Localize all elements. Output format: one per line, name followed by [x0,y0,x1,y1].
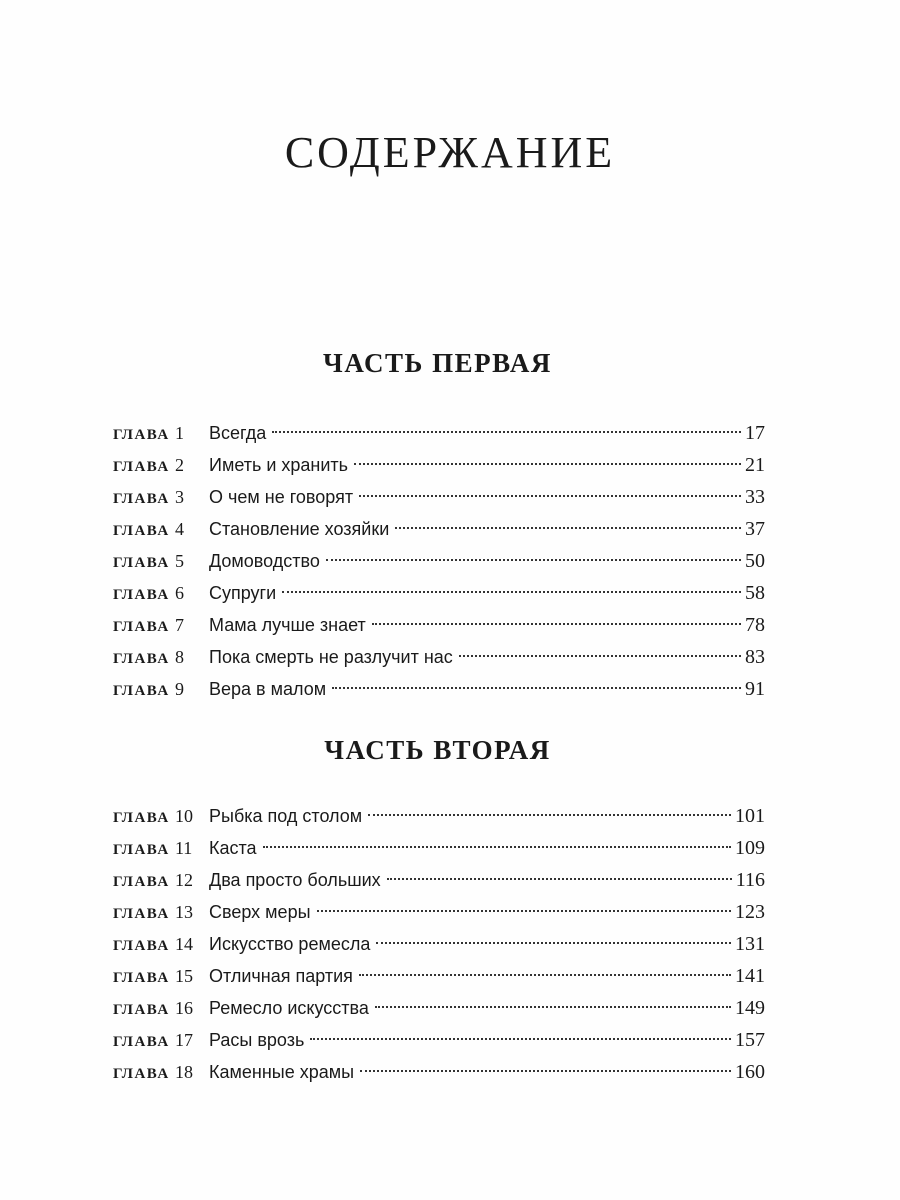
chapter-label: ГЛАВА 13 [113,902,193,922]
toc-list-part-first [113,417,765,705]
chapter-title: Ремесло искусства [209,998,369,1018]
toc-entry[interactable] [113,864,765,896]
toc-entry[interactable] [113,609,765,641]
chapter-title: Рыбка под столом [209,806,363,826]
chapter-title: Каменные храмы [209,1062,355,1082]
dot-leader [376,942,731,944]
dot-leader [310,1038,731,1040]
page-number: 58 [745,582,765,604]
part-heading-second: ЧАСТЬ ВТОРАЯ [324,735,551,765]
page-number: 109 [735,837,765,859]
chapter-number: 1 [174,423,184,443]
toc-entry[interactable] [113,896,765,928]
dot-leader [326,559,741,561]
chapter-title: Отличная партия [209,966,353,986]
chapter-number: 7 [174,615,184,635]
chapter-title: Каста [209,838,257,858]
chapter-number: 16 [174,998,193,1018]
chapter-label: ГЛАВА 1 [113,423,184,443]
toc-entry[interactable] [113,673,765,705]
dot-leader [375,1006,731,1008]
chapter-label: ГЛАВА 4 [113,519,184,539]
chapter-title: Пока смерть не разлучит нас [209,647,453,667]
toc-list-part-second [113,800,765,1088]
page-number: 37 [745,518,765,540]
dot-leader [282,591,741,593]
chapter-label: ГЛАВА 15 [113,966,193,986]
part-heading-first: ЧАСТЬ ПЕРВАЯ [323,348,552,378]
chapter-number: 4 [174,519,184,539]
dot-leader [359,974,731,976]
toc-entry[interactable] [113,992,765,1024]
page-number: 21 [745,454,765,476]
dot-leader [459,655,741,657]
toc-entry[interactable] [113,481,765,513]
chapter-label: ГЛАВА 7 [113,615,184,635]
page-number: 83 [745,646,765,668]
toc-entry[interactable] [113,417,765,449]
page-number: 17 [745,422,765,444]
dot-leader [354,463,741,465]
chapter-title: Мама лучше знает [209,615,366,635]
chapter-number: 17 [174,1030,193,1050]
chapter-number: 11 [174,838,193,858]
chapter-label: ГЛАВА 10 [113,806,193,826]
toc-entry[interactable] [113,1024,765,1056]
chapter-number: 2 [174,455,184,475]
chapter-number: 5 [174,551,184,571]
dot-leader [272,431,741,433]
page-number: 91 [745,678,765,700]
chapter-label: ГЛАВА 16 [113,998,193,1018]
chapter-label: ГЛАВА 17 [113,1030,193,1050]
chapter-number: 15 [174,966,193,986]
chapter-label: ГЛАВА 9 [113,679,184,699]
page-number: 131 [735,933,765,955]
chapter-label: ГЛАВА 3 [113,487,184,507]
chapter-number: 9 [174,679,184,699]
chapter-title: Вера в малом [209,679,327,699]
dot-leader [395,527,741,529]
chapter-title: Сверх меры [209,902,311,922]
chapter-number: 6 [174,583,184,603]
dot-leader [387,878,732,880]
toc-entry[interactable] [113,928,765,960]
page-number: 33 [745,486,765,508]
chapter-number: 3 [174,487,184,507]
chapter-title: Два просто больших [209,870,381,890]
toc-entry[interactable] [113,577,765,609]
chapter-label: ГЛАВА 11 [113,838,193,858]
page-number: 50 [745,550,765,572]
chapter-number: 13 [174,902,193,922]
chapter-number: 18 [174,1062,193,1082]
chapter-title: Искусство ремесла [209,934,371,954]
page-number: 78 [745,614,765,636]
chapter-title: О чем не говорят [209,487,354,507]
dot-leader [368,814,731,816]
chapter-label: ГЛАВА 2 [113,455,184,475]
toc-entry[interactable] [113,832,765,864]
chapter-title: Иметь и хранить [209,455,349,475]
chapter-number: 10 [174,806,193,826]
page-number: 160 [735,1061,765,1083]
chapter-label: ГЛАВА 12 [113,870,193,890]
chapter-title: Домоводство [209,551,320,571]
toc-entry[interactable] [113,800,765,832]
page-number: 116 [735,869,765,891]
chapter-number: 14 [174,934,193,954]
toc-entry[interactable] [113,641,765,673]
toc-entry[interactable] [113,545,765,577]
chapter-label: ГЛАВА 6 [113,583,184,603]
chapter-title: Становление хозяйки [209,519,390,539]
toc-entry[interactable] [113,449,765,481]
dot-leader [332,687,741,689]
chapter-number: 8 [174,647,184,667]
chapter-title: Расы врозь [209,1030,305,1050]
chapter-title: Супруги [209,583,277,603]
chapter-label: ГЛАВА 14 [113,934,193,954]
dot-leader [317,910,731,912]
toc-entry[interactable] [113,513,765,545]
chapter-label: ГЛАВА 18 [113,1062,193,1082]
chapter-title: Всегда [209,423,267,443]
chapter-number: 12 [174,870,193,890]
page-number: 149 [735,997,765,1019]
toc-entry[interactable] [113,960,765,992]
page-number: 141 [735,965,765,987]
page-number: 123 [735,901,765,923]
chapter-label: ГЛАВА 5 [113,551,184,571]
chapter-label: ГЛАВА 8 [113,647,184,667]
dot-leader [372,623,741,625]
toc-entry[interactable] [113,1056,765,1088]
page-number: 157 [735,1029,765,1051]
page-title: СОДЕРЖАНИЕ [284,128,616,177]
dot-leader [359,495,741,497]
dot-leader [360,1070,731,1072]
page-number: 101 [735,805,765,827]
dot-leader [263,846,731,848]
